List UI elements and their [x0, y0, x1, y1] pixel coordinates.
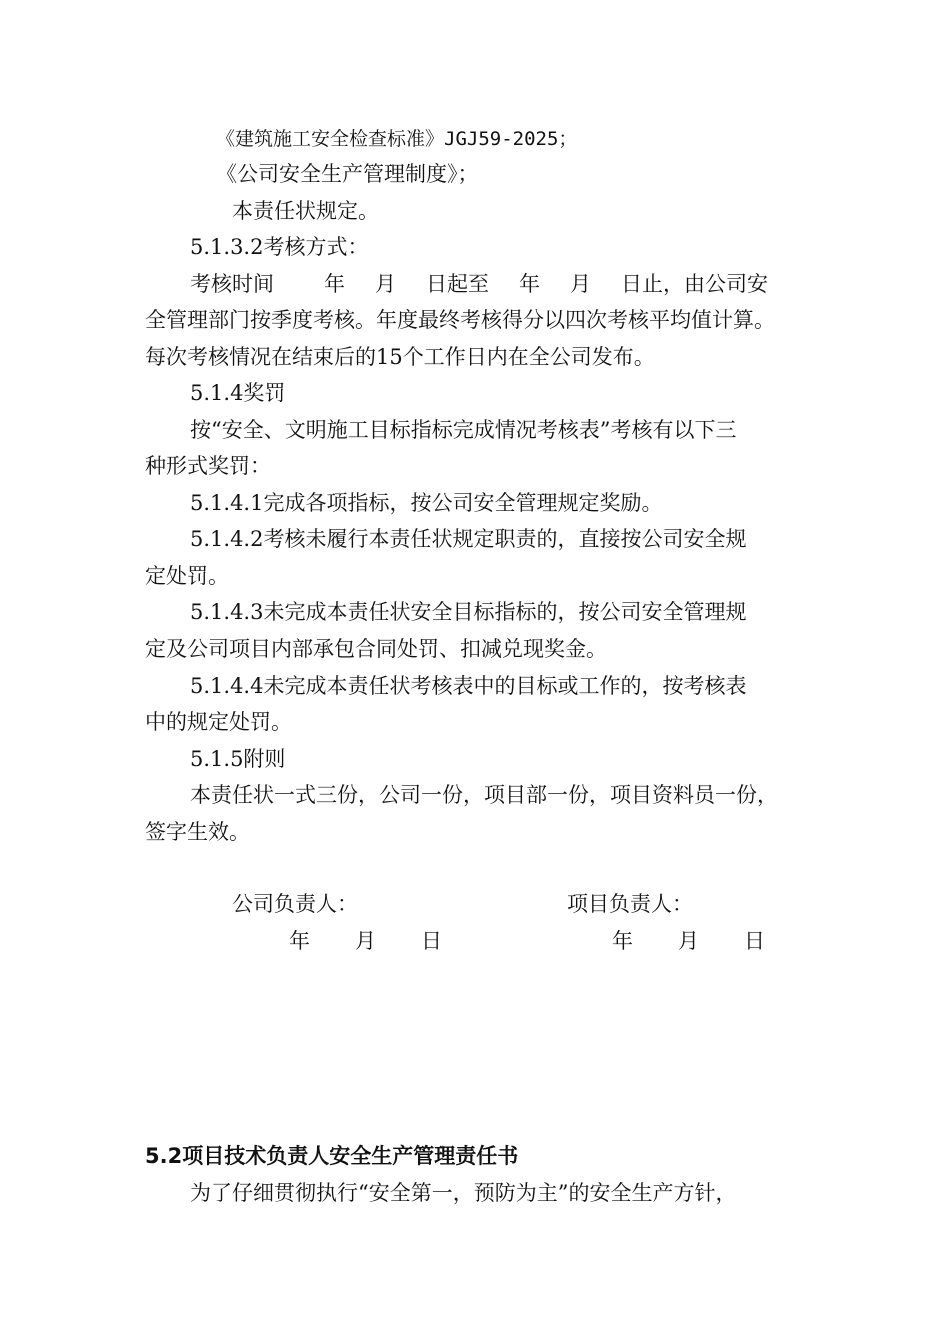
reference-line-2: 《公司安全生产管理制度》；	[216, 162, 479, 186]
reference-line-3: 本责任状规定。	[232, 199, 379, 223]
subsection-heading-rewards: 5.1.4奖罚	[190, 381, 286, 405]
paragraph-line: 每次考核情况在结束后的15个工作日内在全公司发布。	[145, 345, 655, 369]
clause-5-1-4-2: 5.1.4.2考核未履行本责任状规定职责的，直接按公司安全规	[190, 527, 747, 551]
reference-line-1: 《建筑施工安全检查标准》JGJ59-2025；	[216, 128, 578, 150]
company-signatory-label: 公司负责人：	[232, 892, 358, 916]
project-date-line: 年 月 日	[612, 929, 765, 953]
paragraph-line: 全管理部门按季度考核。年度最终考核得分以四次考核平均值计算。	[145, 308, 775, 332]
project-signatory-label: 项目负责人：	[567, 892, 693, 916]
paragraph-line: 定及公司项目内部承包合同处罚、扣减兑现奖金。	[145, 637, 607, 661]
company-date-line: 年 月 日	[289, 929, 442, 953]
subsection-heading-supplementary: 5.1.5附则	[190, 747, 286, 771]
paragraph-line: 中的规定处罚。	[145, 710, 292, 734]
subsection-heading-assessment-method: 5.1.3.2考核方式：	[190, 235, 369, 259]
assessment-time-line: 考核时间 年 月 日起至 年 月 日止，由公司安	[190, 272, 768, 296]
paragraph-line: 本责任状一式三份，公司一份，项目部一份，项目资料员一份，	[190, 783, 778, 807]
paragraph-line: 种形式奖罚：	[145, 454, 271, 478]
clause-5-1-4-1: 5.1.4.1完成各项指标，按公司安全管理规定奖励。	[190, 491, 663, 515]
section-heading: 5.2项目技术负责人安全生产管理责任书	[145, 1144, 519, 1168]
section-body-line: 为了仔细贯彻执行“安全第一，预防为主”的安全生产方针，	[190, 1181, 737, 1205]
paragraph-line: 签字生效。	[145, 820, 250, 844]
paragraph-line: 定处罚。	[145, 564, 229, 588]
clause-5-1-4-4: 5.1.4.4未完成本责任状考核表中的目标或工作的，按考核表	[190, 674, 747, 698]
clause-5-1-4-3: 5.1.4.3未完成本责任状安全目标指标的，按公司安全管理规	[190, 600, 747, 624]
paragraph-line: 按“安全、文明施工目标指标完成情况考核表”考核有以下三	[190, 418, 737, 442]
